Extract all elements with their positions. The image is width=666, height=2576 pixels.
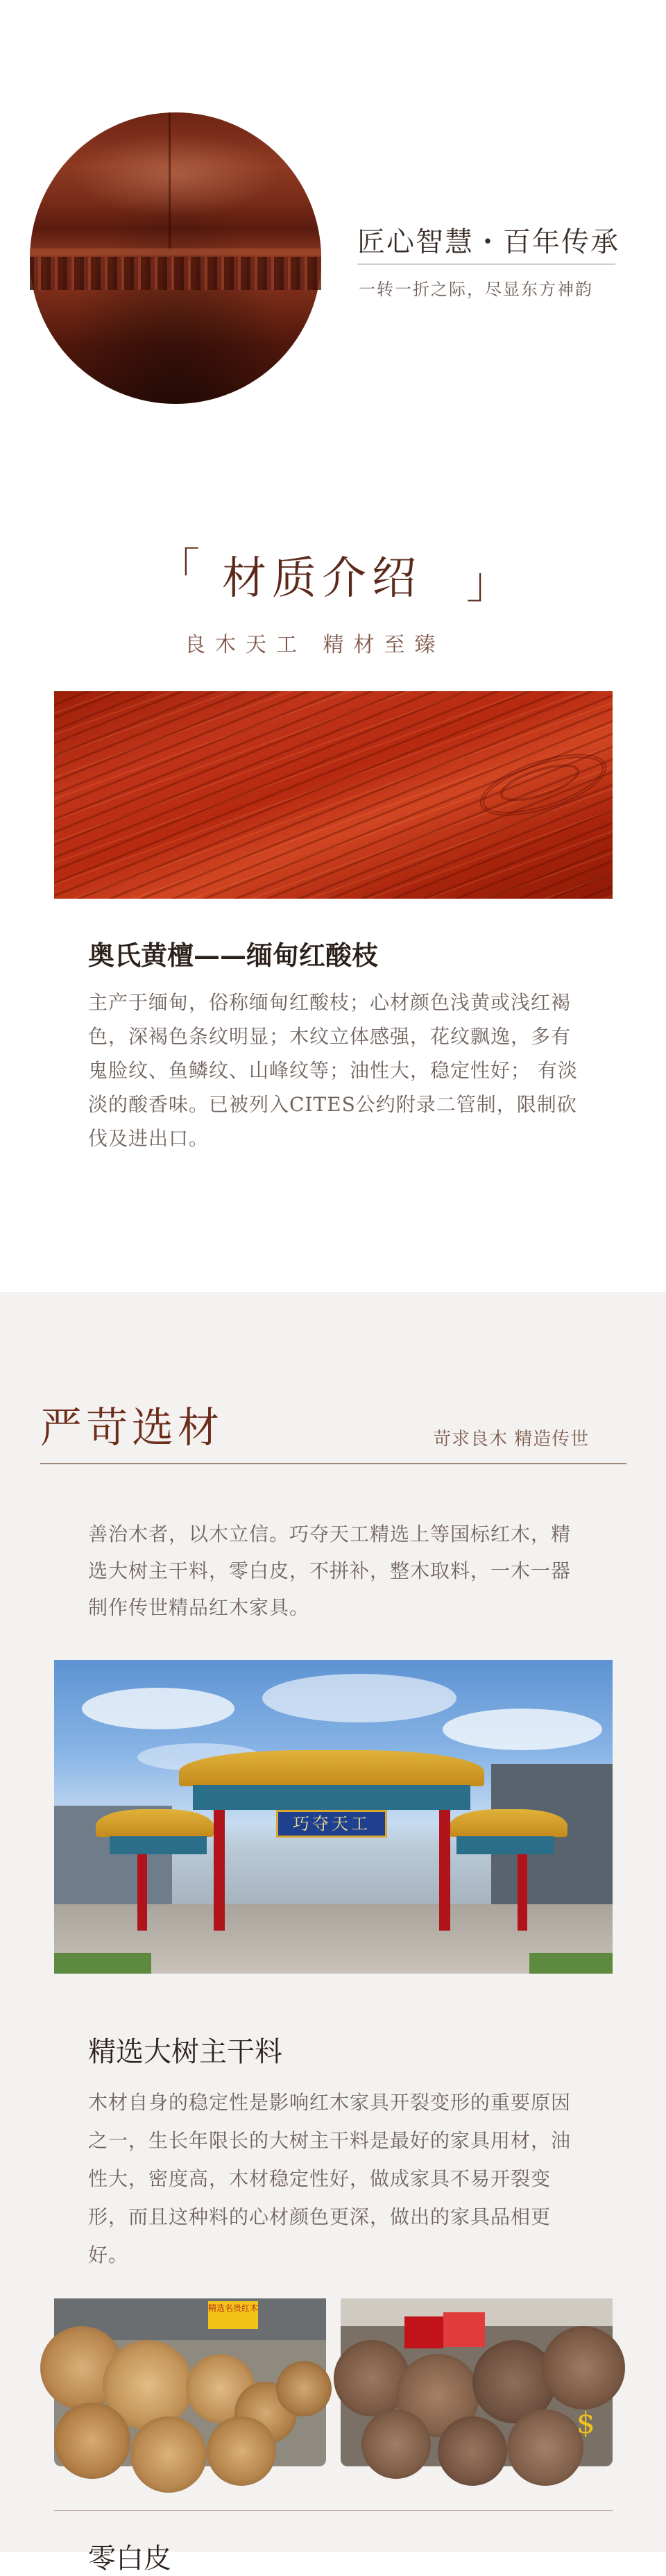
section-divider (54, 2510, 613, 2511)
log-end (276, 2361, 332, 2416)
material-description: 主产于缅甸，俗称缅甸红酸枝；心材颜色浅黄或浅红褐色，深褐色条纹明显；木纹立体感强，花纹飘逸，多有鬼脸纹、鱼鳞纹、山峰纹等；油性大，稳定性好； 有淡淡的酸香味。已被列入CITES公约附录二管制，限制砍伐及进出口。 (88, 991, 578, 1150)
wood-sheen (71, 133, 280, 217)
hero-section (0, 0, 666, 479)
selection-divider (40, 1463, 626, 1464)
log-end (507, 2409, 583, 2486)
furniture-closeup-image (30, 112, 321, 404)
zero-sapwood-title: 零白皮 (88, 2543, 171, 2575)
gate-pillar (137, 1854, 147, 1931)
gate-pillar (518, 1854, 527, 1931)
factory-gate-image (54, 1660, 613, 1974)
gate-side-beam-right (456, 1836, 554, 1854)
cloud (443, 1709, 602, 1750)
selection-title: 严苛选材 (40, 1404, 223, 1452)
yellow-paint-mark: $ (577, 2406, 595, 2440)
log-end (130, 2416, 207, 2493)
material-section-subtitle: 良木天工 精材至臻 (185, 633, 445, 657)
gate-sign: 巧夺天工 (276, 1810, 387, 1838)
cloud (262, 1674, 456, 1722)
selection-intro: 善治木者，以木立信。巧夺天工精选上等国标红木，精选大树主干料，零白皮，不拼补，整木取料，一木一器制作传世精品红木家具。 (88, 1523, 572, 1619)
gate-side-beam-left (110, 1836, 207, 1854)
log-tag-left (404, 2316, 443, 2348)
selection-subtitle: 苛求良木 精造传世 (433, 1429, 590, 1450)
gate-side-roof-right (450, 1809, 567, 1837)
grass-left (54, 1953, 151, 1974)
rosewood-grain-image (54, 691, 613, 899)
log-pile-image-right (341, 2298, 613, 2466)
log-end (207, 2416, 276, 2486)
log-sign-left: 精选名贵红木 (208, 2301, 258, 2329)
log-tag-right (443, 2312, 485, 2347)
log-end (361, 2409, 431, 2479)
carved-band (30, 257, 321, 290)
trunk-material-description: 木材自身的稳定性是影响红木家具开裂变形的重要原因之一，生长年限长的大树主干料是最好的家具用材，油性大，密度高，木材稳定性好，做成家具不易开裂变形，而且这种料的心材颜色更深，做出的家具品相更好。 (88, 2091, 572, 2266)
log-end (438, 2416, 507, 2486)
carved-trim (30, 248, 321, 255)
hero-subtitle: 一转一折之际，尽显东方神韵 (359, 280, 593, 299)
gate-pillar (214, 1810, 225, 1931)
log-end (542, 2326, 625, 2409)
grass-right (529, 1953, 613, 1974)
bracket-open: 「 (157, 543, 200, 594)
hero-title: 匠心智慧・百年传承 (357, 226, 620, 258)
trunk-material-title: 精选大树主干料 (88, 2036, 282, 2068)
gate-side-roof-left (96, 1809, 214, 1837)
bracket-close: 」 (466, 557, 510, 608)
gate-pillar (439, 1810, 450, 1931)
gate-main-roof (179, 1750, 484, 1786)
cloud (82, 1688, 234, 1729)
material-name: 奥氏黄檀——缅甸红酸枝 (88, 940, 379, 971)
log-end (54, 2403, 130, 2479)
wood-seam (169, 112, 171, 251)
log-pile-image-left (54, 2298, 326, 2466)
material-section-title: 材质介绍 (222, 553, 422, 604)
gate-beam (193, 1785, 470, 1810)
